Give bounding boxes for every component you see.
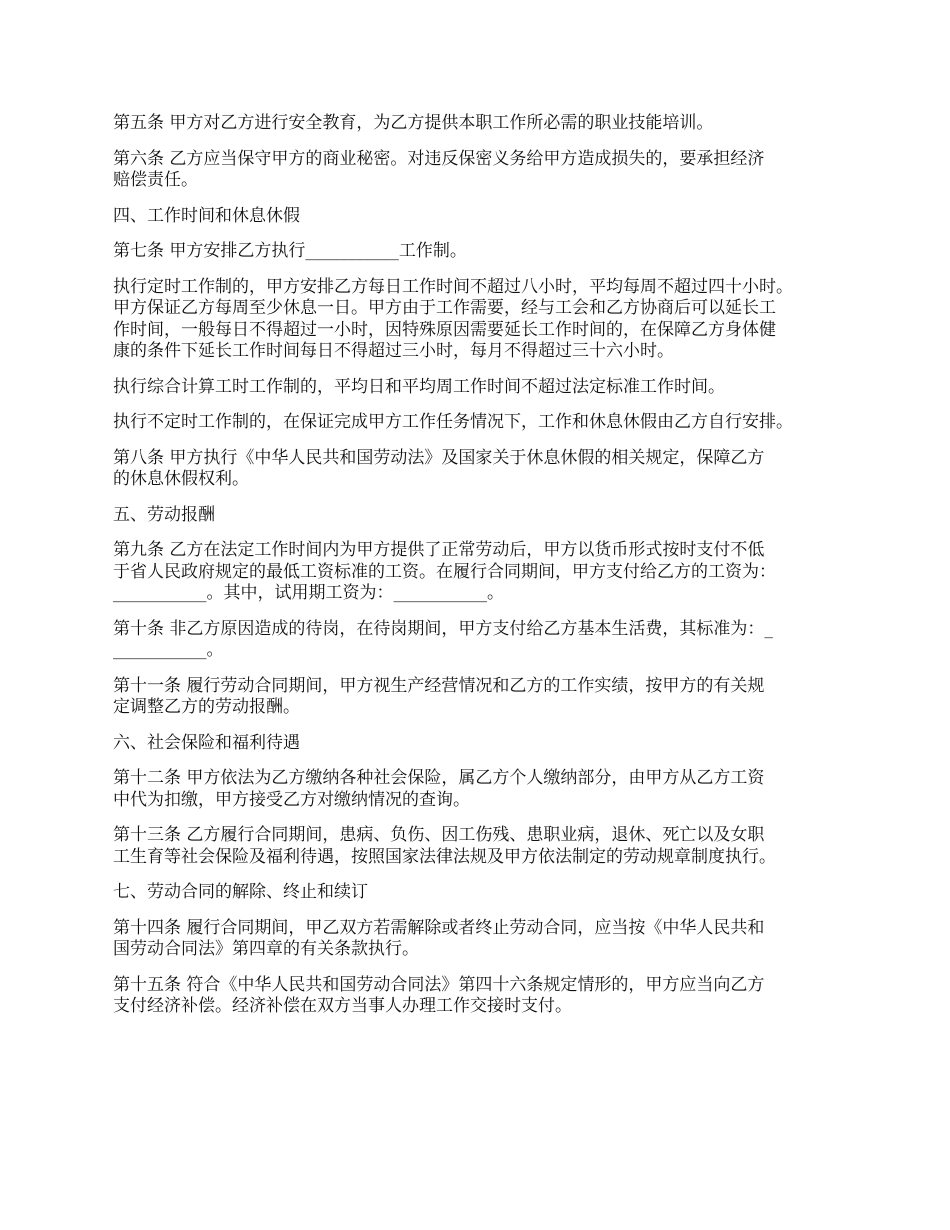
clause-7: 第七条 甲方安排乙方执行___________工作制。 [113,241,467,261]
clause-13: 第十三条 乙方履行合同期间，患病、负伤、因工伤残、患职业病，退休、死亡以及女职 工生育等社会保险及福利待遇，按照国家法律法规及甲方依法制定的劳动规章制度执行。 [113,825,776,867]
clause-6: 第六条 乙方应当保守甲方的商业秘密。对违反保密义务给甲方造成损失的，要承担经济 赔偿责任。 [113,148,765,190]
fixed-hours-paragraph: 执行定时工作制的，甲方安排乙方每日工作时间不超过八小时，平均每周不超过四十小时。 甲方保证乙方每周至少休息一日。甲方由于工作需要，经与工会和乙方协商后可以延长工 作时间，一般每日不得超过一小时，因特殊原因需要延长工作时间的，在保障乙方身体健 康的条件下延长工作时间每日不得超过三小时，每月不得超过三十六小时。 [113,276,793,361]
clause-10: 第十条 非乙方原因造成的待岗，在待岗期间，甲方支付给乙方基本生活费，其标准为：_ ___________。 [113,618,773,660]
clause-15: 第十五条 符合《中华人民共和国劳动合同法》第四十六条规定情形的，甲方应当向乙方 支付经济补偿。经济补偿在双方当事人办理工作交接时支付。 [113,974,765,1016]
clause-8: 第八条 甲方执行《中华人民共和国劳动法》及国家关于休息休假的相关规定，保障乙方 的休息休假权利。 [113,447,765,489]
clause-5: 第五条 甲方对乙方进行安全教育，为乙方提供本职工作所必需的职业技能培训。 [113,113,714,133]
clause-12: 第十二条 甲方依法为乙方缴纳各种社会保险，属乙方个人缴纳部分，由甲方从乙方工资 中代为扣缴，甲方接受乙方对缴纳情况的查询。 [113,768,765,810]
section-heading-7: 七、劳动合同的解除、终止和续订 [113,882,368,902]
clause-9: 第九条 乙方在法定工作时间内为甲方提供了正常劳动后，甲方以货币形式按时支付不低 于省人民政府规定的最低工资标准的工资。在履行合同期间，甲方支付给乙方的工资为： ___________。其中，试用期工资为：___________。 [113,540,776,603]
section-heading-4: 四、工作时间和休息休假 [113,205,300,226]
document-body [113,113,843,1032]
clause-11: 第十一条 履行劳动合同期间，甲方视生产经营情况和乙方的工作实绩，按甲方的有关规 定调整乙方的劳动报酬。 [113,675,765,717]
section-heading-5: 五、劳动报酬 [113,504,215,525]
comprehensive-hours-paragraph: 执行综合计算工时工作制的，平均日和平均周工作时间不超过法定标准工作时间。 [113,376,725,397]
section-heading-6: 六、社会保险和福利待遇 [113,732,300,753]
clause-14: 第十四条 履行合同期间，甲乙双方若需解除或者终止劳动合同，应当按《中华人民共和 国劳动合同法》第四章的有关条款执行。 [113,917,765,959]
flexible-hours-paragraph: 执行不定时工作制的，在保证完成甲方工作任务情况下，工作和休息休假由乙方自行安排。 [113,412,793,432]
